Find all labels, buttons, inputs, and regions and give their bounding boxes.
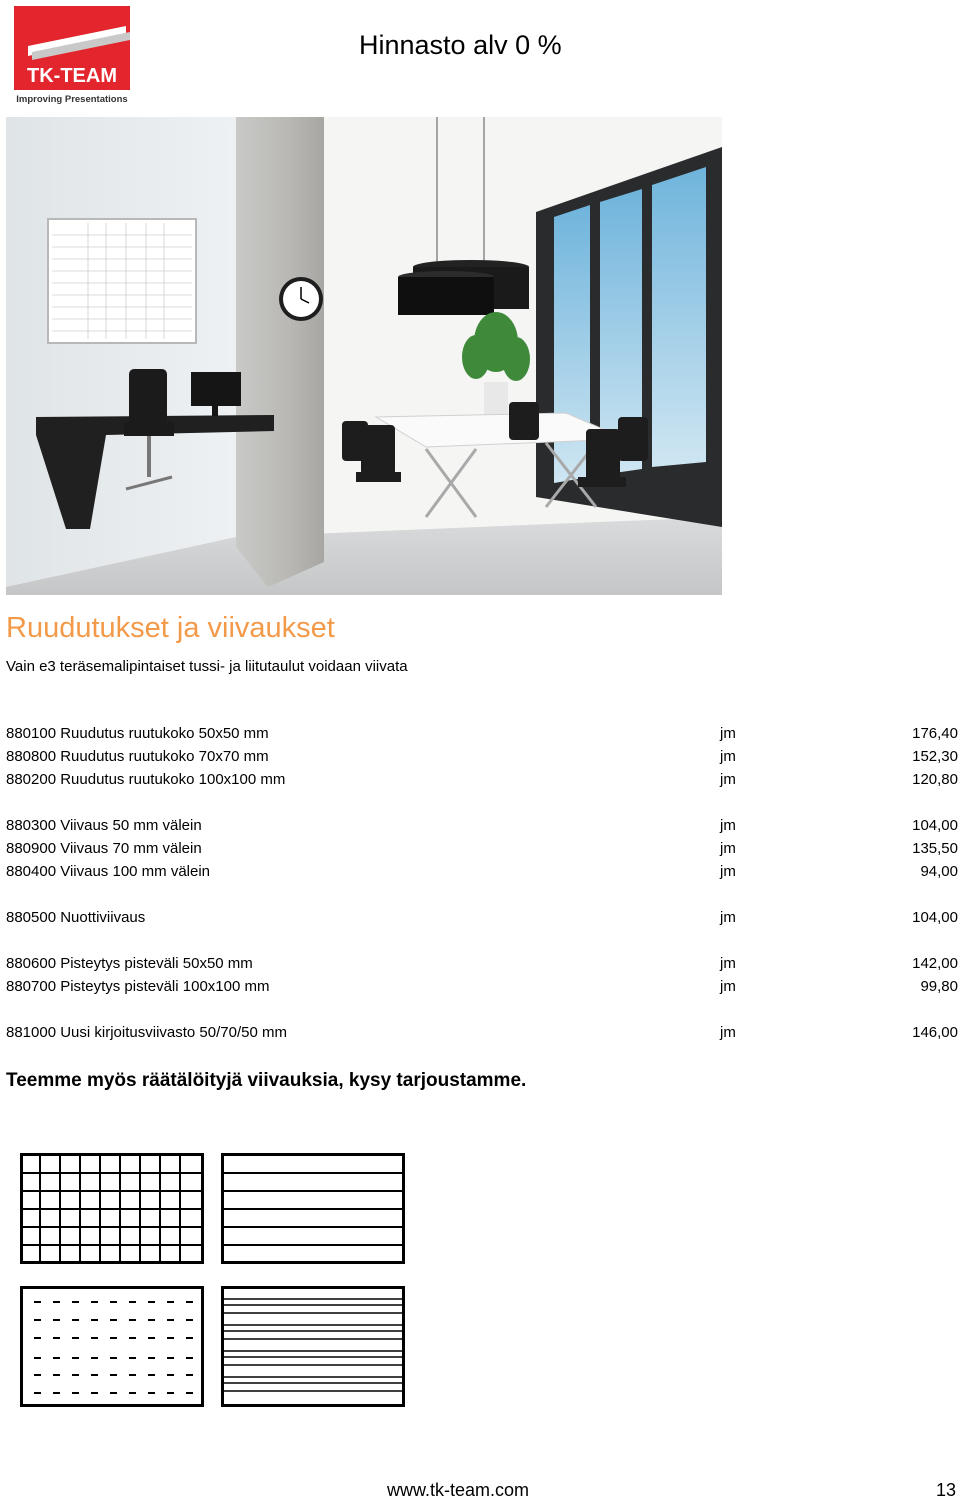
section-subtitle: Vain e3 teräsemalipintaiset tussi- ja liitutaulut voidaan viivata bbox=[6, 658, 408, 675]
price-row bbox=[6, 837, 958, 860]
product-price: 104,00 bbox=[912, 817, 958, 834]
product-unit: jm bbox=[720, 771, 736, 788]
price-row bbox=[6, 722, 958, 745]
line-ruling-sample bbox=[223, 1155, 404, 1263]
price-row bbox=[6, 768, 958, 791]
product-description: 880800 Ruudutus ruutukoko 70x70 mm bbox=[6, 748, 269, 765]
footer-website-link[interactable]: www.tk-team.com bbox=[387, 1480, 530, 1500]
product-unit: jm bbox=[720, 978, 736, 995]
dot-ruling-sample bbox=[22, 1288, 203, 1406]
price-row bbox=[6, 906, 958, 929]
svg-text:Improving Presentations: Improving Presentations bbox=[16, 94, 128, 105]
product-price: 146,00 bbox=[912, 1024, 958, 1041]
price-row bbox=[6, 1021, 958, 1044]
price-row bbox=[6, 975, 958, 998]
product-price: 176,40 bbox=[912, 725, 958, 742]
product-price: 99,80 bbox=[920, 978, 958, 995]
product-description: 880500 Nuottiviivaus bbox=[6, 909, 146, 926]
price-row bbox=[6, 814, 958, 837]
page-title: Hinnasto alv 0 % bbox=[359, 30, 562, 60]
product-unit: jm bbox=[720, 725, 736, 742]
product-unit: jm bbox=[720, 1024, 736, 1041]
product-unit: jm bbox=[720, 955, 736, 972]
product-description: 880700 Pisteytys pisteväli 100x100 mm bbox=[6, 978, 270, 995]
product-description: 880200 Ruudutus ruutukoko 100x100 mm bbox=[6, 771, 286, 788]
ruling-samples bbox=[20, 1153, 406, 1407]
section-title: Ruudutukset ja viivaukset bbox=[6, 612, 335, 644]
product-description: 880600 Pisteytys pisteväli 50x50 mm bbox=[6, 955, 253, 972]
product-price: 94,00 bbox=[920, 863, 958, 880]
product-price: 152,30 bbox=[912, 748, 958, 765]
product-price: 104,00 bbox=[912, 909, 958, 926]
product-description: 880400 Viivaus 100 mm välein bbox=[6, 863, 211, 880]
grid-ruling-sample bbox=[22, 1155, 203, 1263]
product-unit: jm bbox=[720, 909, 736, 926]
tk-team-logo bbox=[14, 6, 134, 106]
product-unit: jm bbox=[720, 863, 736, 880]
page-number: 13 bbox=[935, 1480, 956, 1500]
product-unit: jm bbox=[720, 840, 736, 857]
product-unit: jm bbox=[720, 817, 736, 834]
price-row bbox=[6, 952, 958, 975]
price-row bbox=[6, 745, 958, 768]
product-description: 880100 Ruudutus ruutukoko 50x50 mm bbox=[6, 725, 269, 742]
office-photo bbox=[6, 117, 722, 595]
product-description: 881000 Uusi kirjoitusviivasto 50/70/50 mm bbox=[6, 1024, 287, 1041]
product-price: 120,80 bbox=[912, 771, 958, 788]
custom-ruling-note: Teemme myös räätälöityjä viivauksia, kysy tarjoustamme. bbox=[6, 1070, 527, 1091]
writing-ruling-sample bbox=[223, 1288, 404, 1406]
product-description: 880300 Viivaus 50 mm välein bbox=[6, 817, 202, 834]
svg-text:TK-TEAM: TK-TEAM bbox=[27, 65, 117, 87]
price-list bbox=[6, 722, 958, 1044]
price-row bbox=[6, 860, 958, 883]
product-description: 880900 Viivaus 70 mm välein bbox=[6, 840, 202, 857]
product-price: 135,50 bbox=[912, 840, 958, 857]
product-unit: jm bbox=[720, 748, 736, 765]
product-price: 142,00 bbox=[912, 955, 958, 972]
